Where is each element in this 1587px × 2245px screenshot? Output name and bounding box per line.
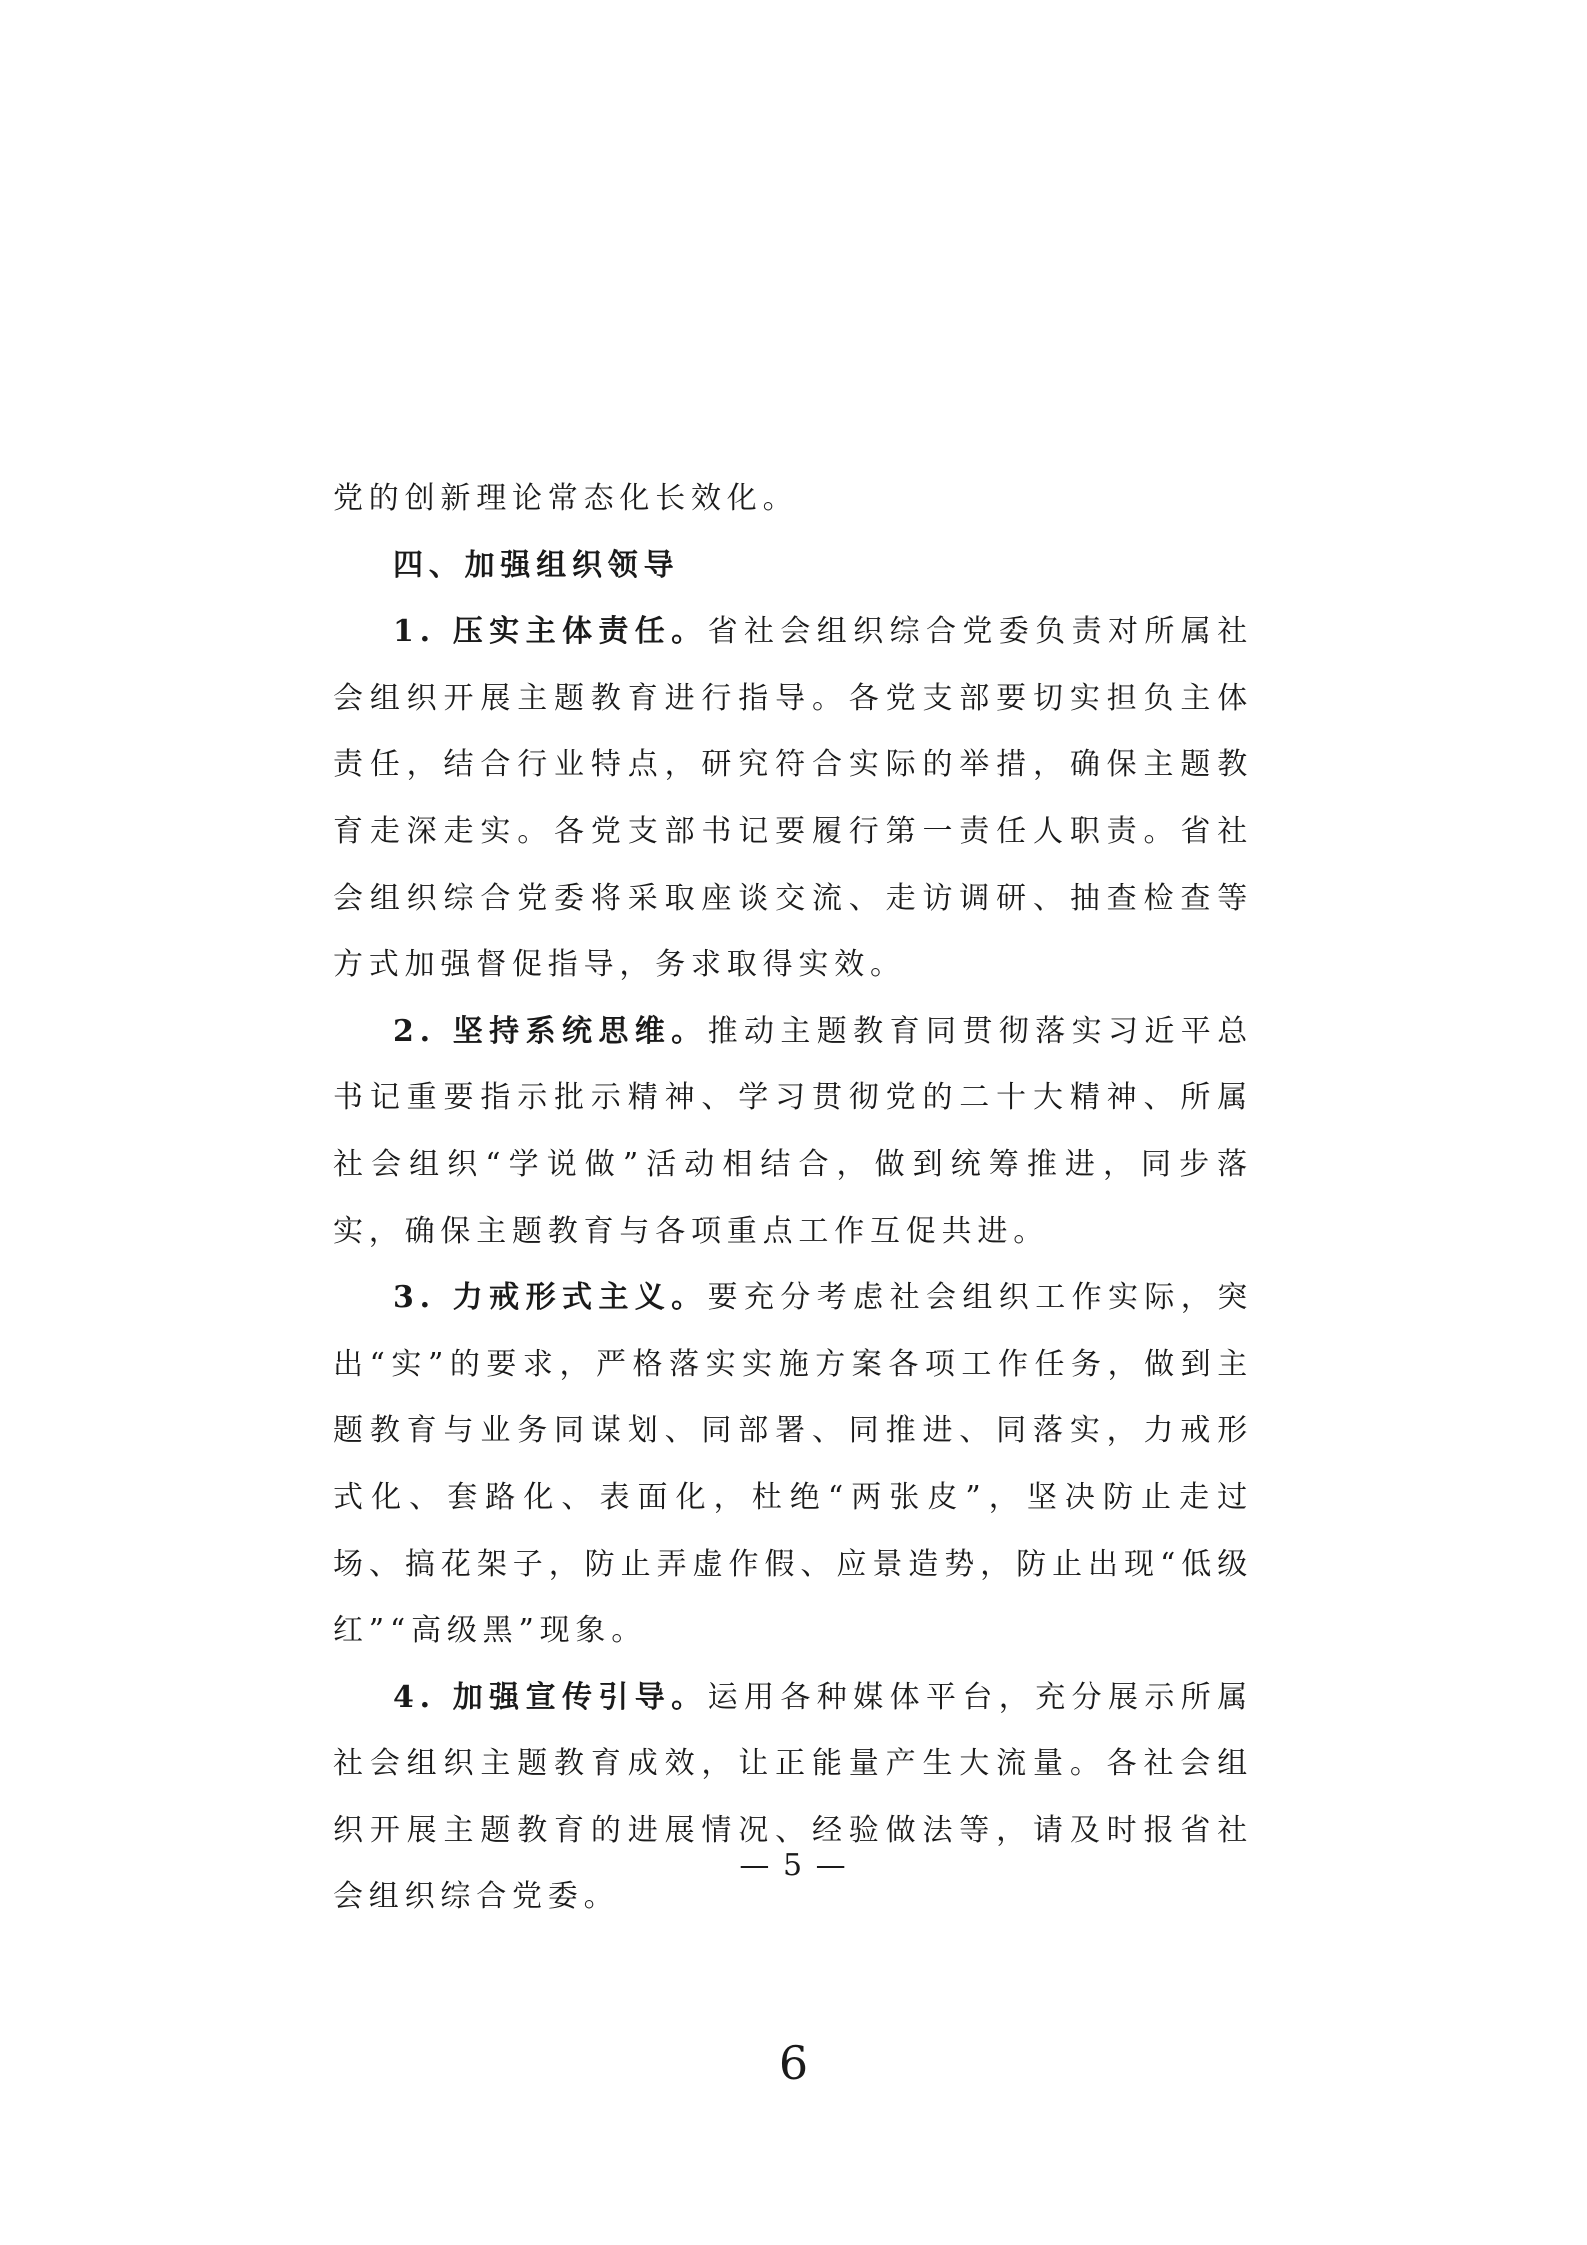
page-footer-number: — 5 — <box>739 1848 848 1883</box>
paragraph-4 <box>333 1665 1253 1931</box>
paragraph-lead: 3. 力戒形式主义。 <box>393 1280 708 1316</box>
document-body <box>333 466 1253 1931</box>
paragraph-2 <box>333 999 1253 1265</box>
paragraph-3 <box>333 1265 1253 1665</box>
paragraph-lead: 4. 加强宣传引导。 <box>393 1679 708 1715</box>
paragraph-1 <box>333 599 1253 999</box>
paragraph-body: 运用各种媒体平台，充分展示所属社会组织主题教育成效，让正能量产生大流量。各社会组织开展主题教育的进展情况、经验做法等，请及时报省社会组织综合党委。 <box>333 1679 1253 1915</box>
continuation-text: 党的创新理论常态化长效化。 <box>333 481 799 516</box>
paragraph-body: 要充分考虑社会组织工作实际，突出“实”的要求，严格落实实施方案各项工作任务，做到主题教育与业务同谋划、同部署、同推进、同落实，力戒形式化、套路化、表面化，杜绝“两张皮”，坚决防止走过场、搞花架子，防止弄虚作假、应景造势，防止出现“低级红”“高级黑”现象。 <box>333 1280 1253 1649</box>
paragraph-body: 推动主题教育同贯彻落实习近平总书记重要指示批示精神、学习贯彻党的二十大精神、所属社会组织“学说做”活动相结合，做到统筹推进，同步落实，确保主题教育与各项重点工作互促共进。 <box>333 1013 1253 1249</box>
sheet-number: 6 <box>778 2036 809 2090</box>
section-heading: 四、加强组织领导 <box>393 547 680 583</box>
paragraph-lead: 2. 坚持系统思维。 <box>393 1013 708 1049</box>
paragraph-lead: 1. 压实主体责任。 <box>393 614 708 650</box>
paragraph-body: 省社会组织综合党委负责对所属社会组织开展主题教育进行指导。各党支部要切实担负主体责任，结合行业特点，研究符合实际的举措，确保主题教育走深走实。各党支部书记要履行第一责任人职责。省社会组织综合党委将采取座谈交流、走访调研、抽查检查等方式加强督促指导，务求取得实效。 <box>333 614 1253 983</box>
